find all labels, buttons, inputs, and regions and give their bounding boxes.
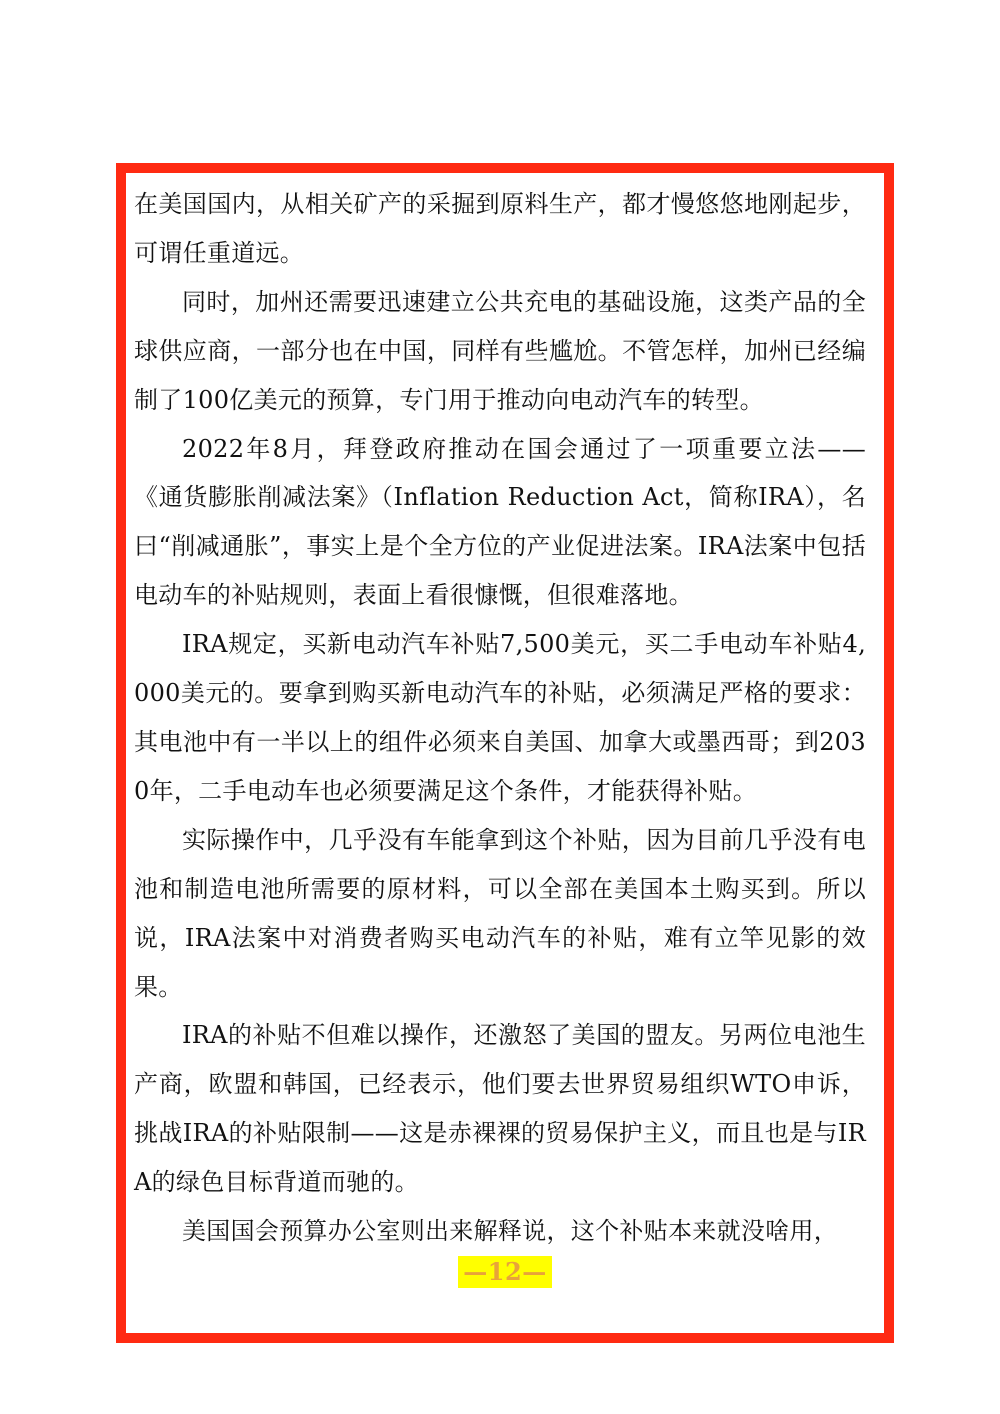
- page-number: —12—: [458, 1256, 552, 1288]
- document-body: [134, 180, 866, 1256]
- paragraph-practical-effect: 实际操作中，几乎没有车能拿到这个补贴，因为目前几乎没有电池和制造电池所需要的原材料，可以全部在美国本土购买到。所以说，IRA法案中对消费者购买电动汽车的补贴，难有立竿见影的效果。: [134, 825, 866, 1001]
- paragraph-budget-office: 美国国会预算办公室则出来解释说，这个补贴本来就没啥用，: [182, 1217, 839, 1246]
- paragraph-charging-infrastructure: 同时，加州还需要迅速建立公共充电的基础设施，这类产品的全球供应商，一部分也在中国，同样有些尴尬。不管怎样，加州已经编制了100亿美元的预算，专门用于推动向电动汽车的转型。: [134, 287, 866, 414]
- paragraph-ira-legislation: 2022年8月，拜登政府推动在国会通过了一项重要立法——《通货膨胀削减法案》（Inflation Reduction Act，简称IRA），名曰“削减通胀”，事实上是个全方位的产业促进法案。IRA法案中包括电动车的补贴规则，表面上看很慷慨，但很难落地。: [134, 434, 866, 610]
- paragraph-continuation: 在美国国内，从相关矿产的采掘到原料生产，都才慢悠悠地刚起步，可谓任重道远。: [134, 190, 866, 267]
- paragraph-allies-reaction: IRA的补贴不但难以操作，还激怒了美国的盟友。另两位电池生产商，欧盟和韩国，已经表示，他们要去世界贸易组织WTO申诉，挑战IRA的补贴限制——这是赤裸裸的贸易保护主义，而且也是与IRA的绿色目标背道而驰的。: [134, 1021, 866, 1197]
- paragraph-ira-subsidy-rules: IRA规定，买新电动汽车补贴7,500美元，买二手电动车补贴4,000美元的。要拿到购买新电动汽车的补贴，必须满足严格的要求：其电池中有一半以上的组件必须来自美国、加拿大或墨西哥；到2030年，二手电动车也必须要满足这个条件，才能获得补贴。: [134, 630, 866, 805]
